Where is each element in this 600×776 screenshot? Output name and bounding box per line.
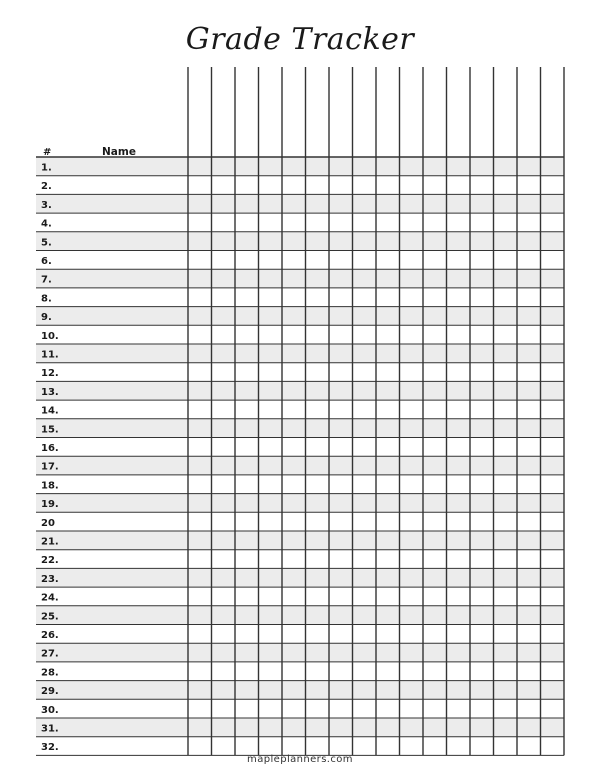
- row-number: 28.: [41, 667, 59, 679]
- row-shading: [36, 456, 564, 475]
- row-number: 30.: [41, 704, 59, 716]
- row-number: 29.: [41, 686, 59, 698]
- row-number: 9.: [41, 312, 52, 324]
- row-shading: [36, 643, 564, 662]
- row-number: 22.: [41, 555, 59, 567]
- row-number: 12.: [41, 368, 59, 380]
- row-shading: [36, 681, 564, 700]
- row-shading: [36, 419, 564, 438]
- row-number: 18.: [41, 480, 59, 492]
- number-column-header: #: [43, 147, 52, 158]
- row-number: 23.: [41, 573, 59, 585]
- row-shading: [36, 381, 564, 400]
- row-number: 25.: [41, 611, 59, 623]
- row-number: 1.: [41, 162, 52, 174]
- row-number: 10.: [41, 330, 59, 342]
- row-shading: [36, 606, 564, 625]
- row-number: 27.: [41, 648, 59, 660]
- row-number: 24.: [41, 592, 59, 604]
- row-number: 19.: [41, 499, 59, 511]
- row-shading: [36, 307, 564, 326]
- row-number: 26.: [41, 630, 59, 641]
- row-number: 17.: [41, 461, 59, 473]
- row-number: 13.: [41, 386, 59, 398]
- row-number: 7.: [41, 274, 52, 286]
- row-shading: [36, 344, 564, 363]
- row-number: 16.: [41, 443, 59, 454]
- row-shading: [36, 718, 564, 737]
- row-shading: [36, 494, 564, 513]
- row-shading: [36, 232, 564, 251]
- row-number: 32.: [41, 742, 59, 754]
- row-number: 2.: [41, 181, 52, 193]
- row-number: 3.: [41, 199, 52, 211]
- row-number: 15.: [41, 424, 59, 436]
- row-shading: [36, 157, 564, 176]
- row-number: 8.: [41, 293, 52, 305]
- row-shading: [36, 269, 564, 288]
- row-shading: [36, 568, 564, 587]
- row-number: 21.: [41, 536, 59, 548]
- row-shading: [36, 194, 564, 213]
- row-shading: [36, 531, 564, 550]
- page-title: Grade Tracker: [185, 22, 415, 57]
- row-number: 31.: [41, 723, 59, 735]
- row-number: 5.: [41, 237, 52, 249]
- row-number: 14.: [41, 405, 59, 417]
- row-number: 20: [41, 517, 55, 529]
- row-number: 11.: [41, 349, 59, 361]
- row-number: 6.: [41, 256, 52, 267]
- row-number: 4.: [41, 218, 52, 230]
- name-column-header: Name: [102, 146, 136, 158]
- footer-url: mapleplanners.com: [247, 754, 353, 765]
